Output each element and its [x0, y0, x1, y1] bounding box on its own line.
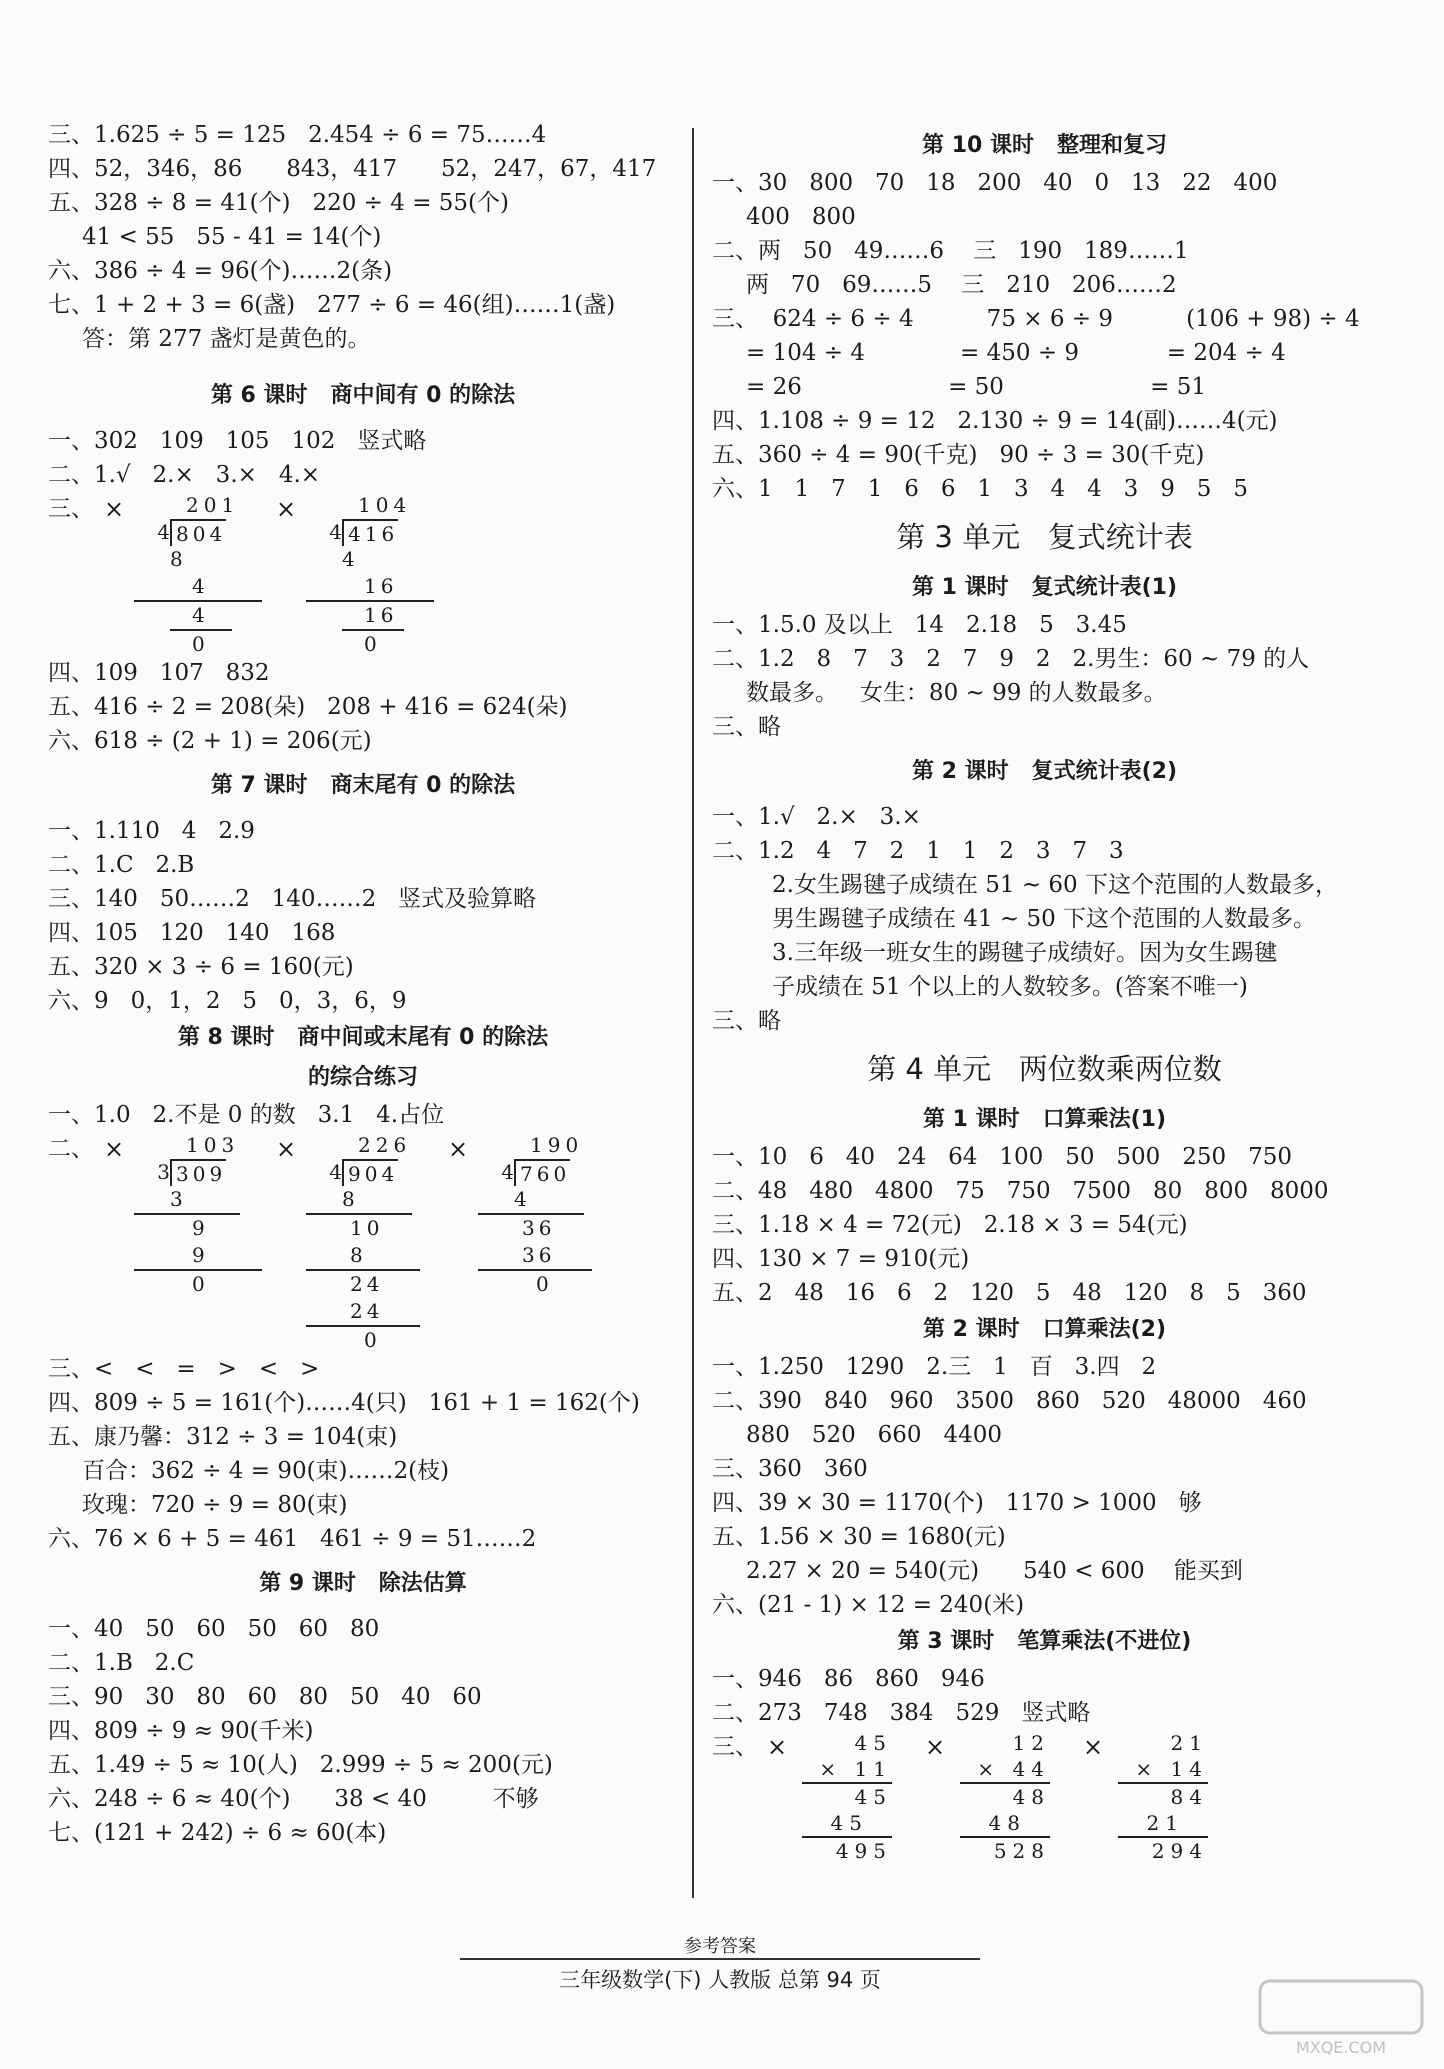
dividend: 904: [342, 1159, 398, 1186]
watermark-text: MXQE.COM: [1295, 2038, 1387, 2057]
answer-line: 41 < 55 55 - 41 = 14(个): [82, 224, 382, 250]
answer-line: 四、1.108 ÷ 9 = 12 2.130 ÷ 9 = 14(副)……4(元): [712, 408, 1278, 434]
answer-line: 一、1.250 1290 2.三 1 百 3.四 2: [712, 1354, 1157, 1380]
answer-line: 七、(121 + 242) ÷ 6 ≈ 60(本): [48, 1820, 387, 1846]
answer-line: 子成绩在 51 个以上的人数较多。(答案不唯一): [772, 974, 1248, 1000]
right-column: [712, 126, 1377, 1862]
answer-line: 六、386 ÷ 4 = 96(个)……2(条): [48, 258, 393, 284]
partial-product: 21: [1118, 1810, 1208, 1838]
lesson-heading: 第 3 课时 笔算乘法(不进位): [897, 1629, 1192, 1654]
answer-line: 二、1.2 8 7 3 2 7 9 2 2.男生：60 ~ 79 的人: [712, 646, 1310, 672]
lesson-heading: 第 1 课时 复式统计表(1): [911, 575, 1178, 600]
multiplier: × 44: [960, 1756, 1050, 1784]
answer-line: 一、302 109 105 102 竖式略: [48, 428, 427, 454]
footer-page-info: 三年级数学(下) 人教版 总第 94 页: [460, 1958, 980, 1994]
lesson-heading: 第 6 课时 商中间有 0 的除法: [210, 383, 516, 408]
answer-line: 七、1 + 2 + 3 = 6(盏) 277 ÷ 6 = 46(组)……1(盏): [48, 292, 616, 318]
wrong-mark: ×: [924, 1733, 946, 1761]
answer-line: 一、1.110 4 2.9: [48, 818, 255, 844]
division-step: 4: [134, 573, 262, 602]
product: 294: [1151, 1839, 1208, 1863]
wrong-mark: ×: [275, 1135, 297, 1163]
answer-line: 二、48 480 4800 75 750 7500 80 800 8000: [712, 1178, 1329, 1204]
unit-heading: 第 4 单元 两位数乘两位数: [867, 1052, 1222, 1086]
item-label: 二、: [48, 1136, 94, 1162]
answer-line: 数最多。 女生：80 ~ 99 的人数最多。: [746, 680, 1167, 706]
answer-line: 一、40 50 60 50 60 80: [48, 1616, 380, 1642]
answer-line: 二、1.√ 2.× 3.× 4.×: [48, 462, 321, 488]
division-step: 3: [134, 1186, 240, 1215]
answer-line: 2.女生踢毽子成绩在 51 ~ 60 下这个范围的人数最多，: [772, 872, 1338, 898]
partial-product: 48: [960, 1810, 1050, 1838]
answer-line: 四、809 ÷ 9 ≈ 90(千米): [48, 1718, 314, 1744]
answer-line: 四、130 × 7 = 910(元): [712, 1246, 970, 1272]
division-step: 9: [134, 1242, 262, 1271]
division-step: 4: [192, 603, 209, 627]
answer-line: 男生踢毽子成绩在 41 ~ 50 下这个范围的人数最多。: [772, 906, 1317, 932]
wrong-mark: ×: [766, 1733, 788, 1761]
answer-line: 2.27 × 20 = 540(元) 540 < 600 能买到: [746, 1558, 1243, 1584]
answer-line: 二、390 840 960 3500 860 520 48000 460: [712, 1388, 1307, 1414]
answer-line: 六、1 1 7 1 6 6 1 3 4 4 3 9 5 5: [712, 476, 1248, 502]
divisor: 4: [501, 1160, 514, 1184]
partial-product: 84: [1170, 1785, 1208, 1809]
lesson-heading: 第 10 课时 整理和复习: [922, 133, 1167, 158]
column-divider: [692, 128, 694, 1898]
vertical-multiplication: [1118, 1730, 1208, 1864]
partial-product: 45: [802, 1810, 892, 1838]
dividend: 804: [170, 519, 226, 546]
long-division: [134, 1132, 254, 1298]
multiplicand: 45: [854, 1731, 892, 1755]
answer-line: 六、618 ÷ (2 + 1) = 206(元): [48, 728, 372, 754]
answer-line: 二、两 50 49……6 三 190 189……1: [712, 238, 1189, 264]
answer-line: 五、360 ÷ 4 = 90(千克) 90 ÷ 3 = 30(千克): [712, 442, 1205, 468]
answer-line: 五、320 × 3 ÷ 6 = 160(元): [48, 954, 354, 980]
answer-line: 三、360 360: [712, 1456, 868, 1482]
answer-line: 二、1.2 4 7 2 1 1 2 3 7 3: [712, 838, 1124, 864]
dividend: 416: [342, 519, 398, 546]
divisor: 4: [329, 520, 342, 544]
answer-line: 二、1.B 2.C: [48, 1650, 195, 1676]
answer-line: 六、76 × 6 + 5 = 461 461 ÷ 9 = 51……2: [48, 1526, 537, 1552]
divisor: 4: [329, 1160, 342, 1184]
answer-line: 一、1.0 2.不是 0 的数 3.1 4.占位: [48, 1102, 445, 1128]
answer-line: 一、1.5.0 及以上 14 2.18 5 3.45: [712, 612, 1127, 638]
wrong-mark: ×: [103, 1135, 125, 1163]
answer-line: 一、946 86 860 946: [712, 1666, 985, 1692]
long-division: [134, 492, 254, 658]
wrong-mark: ×: [447, 1135, 469, 1163]
multiplier: × 11: [802, 1756, 892, 1784]
answer-line: 三、1.625 ÷ 5 = 125 2.454 ÷ 6 = 75……4: [48, 122, 547, 148]
lesson-heading: 第 9 课时 除法估算: [259, 1571, 467, 1596]
vertical-multiplication: [960, 1730, 1050, 1864]
division-step: 0: [170, 629, 232, 658]
answer-line: 三、140 50……2 140……2 竖式及验算略: [48, 886, 537, 912]
division-step: 8: [306, 1186, 412, 1215]
answer-line: 400 800: [746, 204, 856, 230]
lesson-heading: 第 7 课时 商末尾有 0 的除法: [210, 773, 516, 798]
division-step: 4: [342, 547, 359, 571]
vertical-multiplication: [802, 1730, 892, 1864]
long-division: [478, 1132, 598, 1298]
answer-line: 四、809 ÷ 5 = 161(个)……4(只) 161 + 1 = 162(个): [48, 1390, 640, 1416]
lesson-heading: 第 8 课时 商中间或末尾有 0 的除法: [177, 1025, 549, 1050]
footer-label: 参考答案: [684, 1936, 756, 1957]
answer-line: 一、1.√ 2.× 3.×: [712, 804, 921, 830]
long-division-row: [48, 492, 678, 656]
answer-line: = 26 = 50 = 51: [746, 374, 1206, 400]
answer-line: 五、328 ÷ 8 = 41(个) 220 ÷ 4 = 55(个): [48, 190, 509, 216]
answer-line: 玫瑰：720 ÷ 9 = 80(束): [82, 1492, 348, 1518]
answer-line: 一、10 6 40 24 64 100 50 500 250 750: [712, 1144, 1292, 1170]
answer-line: 六、248 ÷ 6 ≈ 40(个) 38 < 40 不够: [48, 1786, 539, 1812]
multiplication-row: [712, 1730, 1377, 1862]
partial-product: 45: [854, 1785, 892, 1809]
division-step: 16: [306, 573, 434, 602]
watermark-logo: [1256, 1977, 1426, 2061]
quotient: 190: [530, 1133, 584, 1157]
answer-line: 三、1.18 × 4 = 72(元) 2.18 × 3 = 54(元): [712, 1212, 1188, 1238]
answer-line: 一、30 800 70 18 200 40 0 13 22 400: [712, 170, 1278, 196]
answer-line: 三、90 30 80 60 80 50 40 60: [48, 1684, 482, 1710]
lesson-heading: 第 2 课时 复式统计表(2): [911, 759, 1178, 784]
divisor: 3: [157, 1160, 170, 1184]
answer-line: 百合：362 ÷ 4 = 90(束)……2(枝): [82, 1458, 450, 1484]
answer-line: 五、康乃馨：312 ÷ 3 = 104(束): [48, 1424, 398, 1450]
wrong-mark: ×: [275, 495, 297, 523]
multiplier: × 14: [1118, 1756, 1208, 1784]
answer-line: = 104 ÷ 4 = 450 ÷ 9 = 204 ÷ 4: [746, 340, 1286, 366]
answer-line: 答：第 277 盏灯是黄色的。: [82, 326, 371, 352]
answer-line: 二、1.C 2.B: [48, 852, 195, 878]
answer-line: 三、略: [712, 714, 781, 740]
multiplicand: 21: [1170, 1731, 1208, 1755]
answer-line: 四、109 107 832: [48, 660, 270, 686]
lesson-heading-continued: 的综合练习: [307, 1065, 418, 1090]
long-division-row: [48, 1132, 678, 1352]
answer-line: 六、9 0，1，2 5 0，3，6，9: [48, 988, 407, 1014]
division-step: 0: [192, 1272, 209, 1296]
unit-heading: 第 3 单元 复式统计表: [896, 520, 1193, 554]
dividend: 760: [514, 1159, 570, 1186]
partial-product: 48: [1012, 1785, 1050, 1809]
wrong-mark: ×: [1082, 1733, 1104, 1761]
division-step: 4: [478, 1186, 584, 1215]
answer-line: 四、105 120 140 168: [48, 920, 336, 946]
left-column: [48, 118, 678, 1850]
division-step: 36: [522, 1216, 556, 1240]
long-division: [306, 492, 426, 658]
lesson-heading: 第 1 课时 口算乘法(1): [922, 1107, 1167, 1132]
answer-line: 四、39 × 30 = 1170(个) 1170 > 1000 够: [712, 1490, 1202, 1516]
division-step: 36: [478, 1242, 592, 1271]
division-step: 24: [350, 1272, 384, 1296]
answer-line: 五、416 ÷ 2 = 208(朵) 208 + 416 = 624(朵): [48, 694, 568, 720]
answer-line: 五、2 48 16 6 2 120 5 48 120 8 5 360: [712, 1280, 1307, 1306]
quotient: 103: [186, 1133, 240, 1157]
division-step: 8: [306, 1242, 420, 1271]
answer-line: 二、273 748 384 529 竖式略: [712, 1700, 1091, 1726]
division-step: 0: [342, 629, 404, 658]
division-step: 16: [364, 603, 398, 627]
quotient: 104: [358, 493, 412, 517]
answer-line: 五、1.56 × 30 = 1680(元): [712, 1524, 1006, 1550]
quotient: 201: [186, 493, 240, 517]
quotient: 226: [358, 1133, 412, 1157]
answer-line: 三、略: [712, 1008, 781, 1034]
division-step: 0: [536, 1272, 553, 1296]
answer-line: 3.三年级一班女生的踢毽子成绩好。因为女生踢毽: [772, 940, 1277, 966]
answer-line: 两 70 69……5 三 210 206……2: [746, 272, 1177, 298]
answer-line: 六、(21 - 1) × 12 = 240(米): [712, 1592, 1025, 1618]
product: 495: [835, 1839, 892, 1863]
multiplicand: 12: [1012, 1731, 1050, 1755]
item-label: 三、: [712, 1734, 758, 1760]
division-step: 9: [192, 1216, 209, 1240]
answer-line: 五、1.49 ÷ 5 ≈ 10(人) 2.999 ÷ 5 ≈ 200(元): [48, 1752, 553, 1778]
lesson-heading: 第 2 课时 口算乘法(2): [922, 1317, 1167, 1342]
answer-line: 三、 624 ÷ 6 ÷ 4 75 × 6 ÷ 9 (106 + 98) ÷ 4: [712, 306, 1360, 332]
product: 528: [993, 1839, 1050, 1863]
long-division: [306, 1132, 426, 1354]
item-label: 三、: [48, 496, 94, 522]
division-step: 0: [364, 1328, 381, 1352]
divisor: 4: [157, 520, 170, 544]
answer-line: 四、52，346，86 843，417 52，247，67，417: [48, 156, 657, 182]
answer-line: 三、< < = > < >: [48, 1356, 320, 1382]
division-step: 24: [306, 1298, 420, 1327]
dividend: 309: [170, 1159, 226, 1186]
division-step: 8: [170, 547, 187, 571]
answer-line: 880 520 660 4400: [746, 1422, 1003, 1448]
division-step: 10: [350, 1216, 384, 1240]
wrong-mark: ×: [103, 495, 125, 523]
